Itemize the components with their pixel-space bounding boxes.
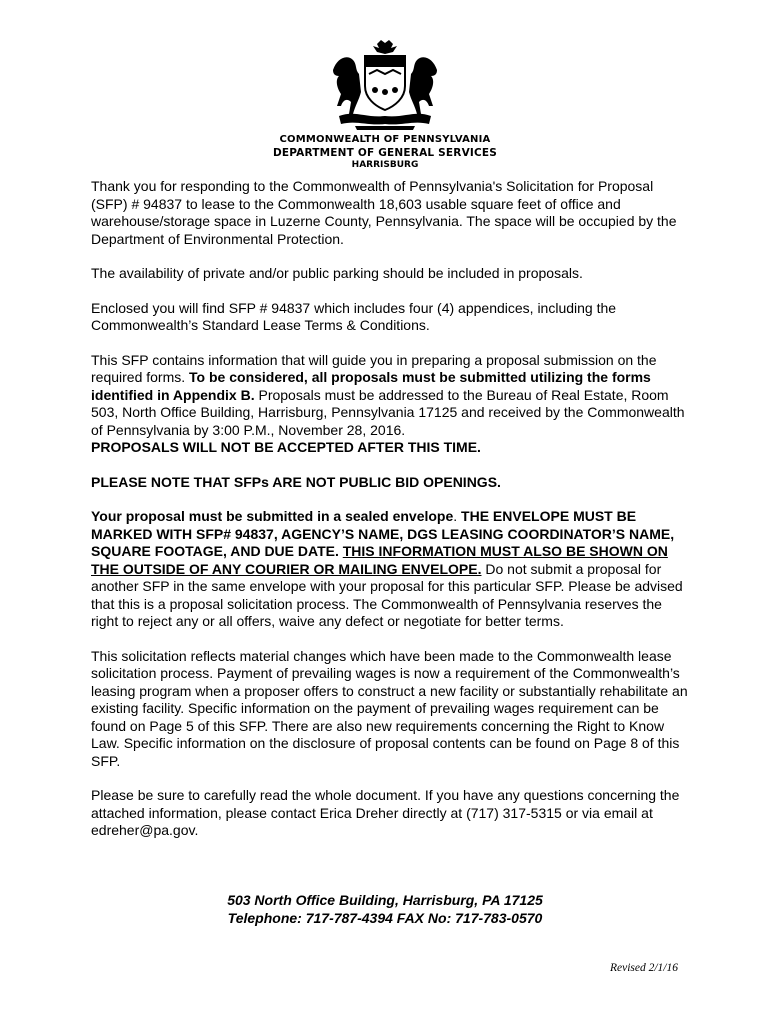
submission-requirement: To be considered, all proposals must be submitted utilizing the forms identified in Appendix B. bbox=[91, 369, 651, 403]
paragraph-envelope bbox=[91, 508, 689, 631]
paragraph-intro: Thank you for responding to the Commonwealth of Pennsylvania's Solicitation for Proposal (SFP) # 94837 to lease to the Commonwealth 18,603 usable square feet of office and warehouse/storage space in Luzerne County, Pennsylvania. The space will be occupied by the Department of Environmental Protection. bbox=[91, 178, 677, 247]
footer-address: 503 North Office Building, Harrisburg, PA 17125 bbox=[227, 892, 543, 908]
paragraph-bid-notice: PLEASE NOTE THAT SFPs ARE NOT PUBLIC BID OPENINGS. bbox=[91, 473, 501, 490]
paragraph-changes: This solicitation reflects material changes which have been made to the Commonwealth lease solicitation process. Payment of prevailing wages is now a requirement of the Commonwealth’s leasing program when a proposer offers to construct a new facility or substantially rehabilitate an existing facility. Specific information on the payment of prevailing wages requirement can be found on Page 5 of this SFP. There are also new requirements concerning the Right to Know Law. Specific information on the disclosure of proposal contents can be found on Page 8 of this SFP. bbox=[91, 647, 688, 769]
footer-phone: Telephone: 717-787-4394 FAX No: 717-783-0570 bbox=[227, 910, 543, 926]
letterhead-city: HARRISBURG bbox=[351, 160, 419, 170]
revised-date: Revised 2/1/16 bbox=[609, 962, 678, 974]
letterhead-department: DEPARTMENT OF GENERAL SERVICES bbox=[272, 147, 498, 159]
paragraph-enclosed: Enclosed you will find SFP # 94837 which includes four (4) appendices, including the Commonwealth’s Standard Lease Terms & Conditions. bbox=[91, 299, 617, 333]
submission-text-2: Proposals must be addressed to the Bureau of Real Estate, Room 503, North Office Building, Harrisburg, Pennsylvania 17125 and received by the Commonwealth of Pennsylvania by 3:00 P.M., November 28, 2016. bbox=[91, 386, 685, 438]
pennsylvania-seal-icon bbox=[325, 40, 445, 132]
letterhead-commonwealth: COMMONWEALTH OF PENNSYLVANIA bbox=[279, 134, 491, 145]
envelope-courier-text: THIS INFORMATION MUST ALSO BE SHOWN ON THE OUTSIDE OF ANY COURIER OR MAILING ENVELOPE. bbox=[91, 543, 668, 577]
envelope-rest-text: Do not submit a proposal for another SFP in the same envelope with your proposal for this particular SFP. Please be advised that this is a proposal solicitation process. The Commonwealth of Pennsylvania reserves the right to reject any or all offers, waive any defect or negotiate for better terms. bbox=[91, 560, 683, 629]
envelope-sep: . bbox=[453, 508, 462, 524]
submission-deadline-warning: PROPOSALS WILL NOT BE ACCEPTED AFTER THIS TIME. bbox=[91, 439, 481, 455]
letter-body bbox=[91, 178, 689, 857]
submission-text-1: This SFP contains information that will guide you in preparing a proposal submission on the required forms. bbox=[91, 351, 657, 385]
paragraph-contact: Please be sure to carefully read the whole document. If you have any questions concerning the attached information, please contact Erica Dreher directly at (717) 317-5315 or via email at edreher@pa.gov. bbox=[91, 787, 680, 838]
envelope-marking-text: THE ENVELOPE MUST BE MARKED WITH SFP# 94837, AGENCY’S NAME, DGS LEASING COORDINATOR’S NAME, SQUARE FOOTAGE, AND DUE DATE. bbox=[91, 508, 675, 559]
paragraph-parking: The availability of private and/or public parking should be included in proposals. bbox=[91, 265, 583, 281]
envelope-sealed-text: Your proposal must be submitted in a sealed envelope bbox=[91, 508, 454, 524]
paragraph-submission bbox=[91, 352, 689, 457]
footer-address-block bbox=[0, 891, 770, 927]
